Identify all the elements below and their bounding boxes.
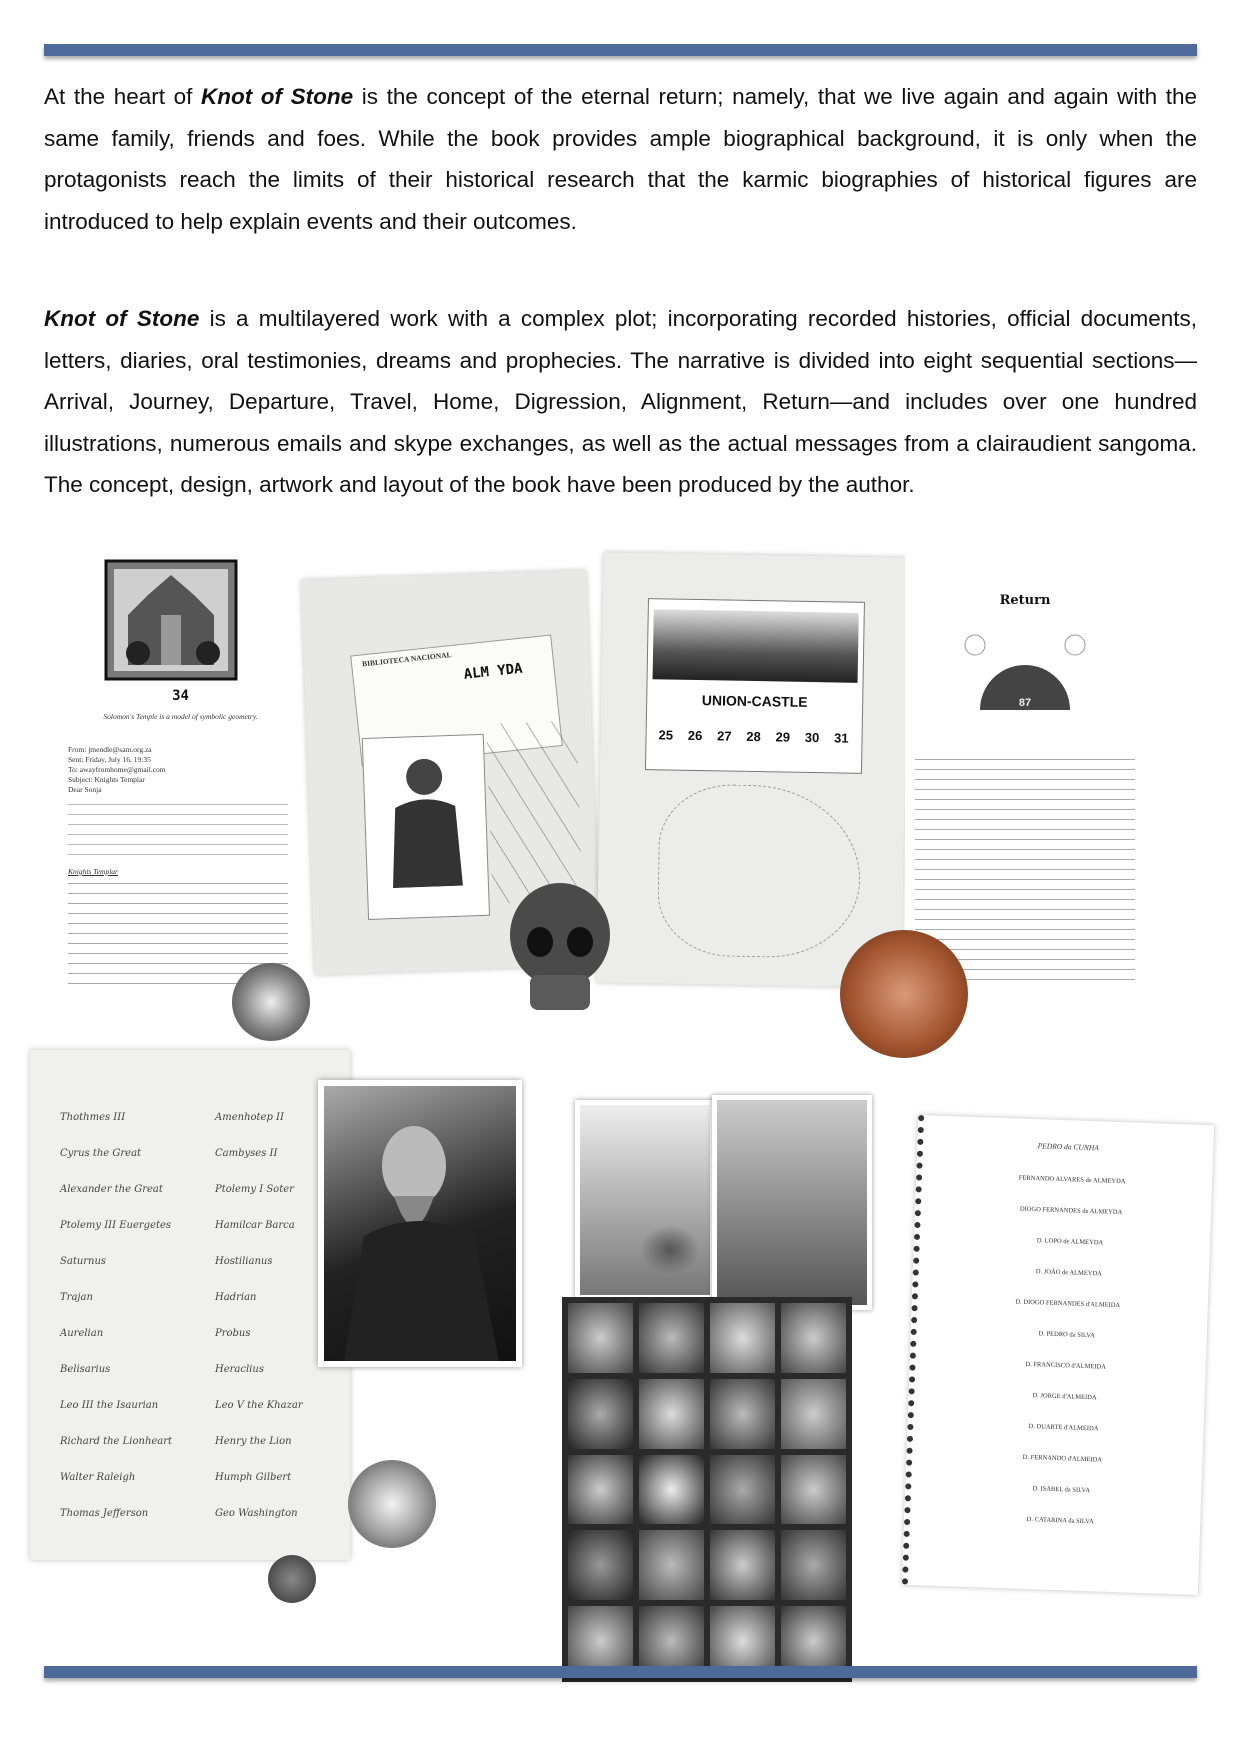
bottom-rule: [44, 1666, 1197, 1678]
calendar-photo: [653, 609, 859, 683]
map-sketch: [657, 783, 862, 958]
handwritten-note: [486, 721, 582, 904]
calendar-days: 25 26 27 28 29 30 31: [658, 727, 849, 746]
admiral-portrait: [318, 1080, 522, 1367]
list-right-column: Amenhotep II Cambyses II Ptolemy I Soter Hamilcar Barca Hostilianus Hadrian Probus Heraclius Leo V the Khazar Henry the Lion Humph Gilbert Geo Washington: [215, 1112, 303, 1519]
list-left-column: Thothmes III Cyrus the Great Alexander the Great Ptolemy III Euergetes Saturnus Trajan Aurelian Belisarius Leo III the Isaurian Richard the Lionheart Walter Raleigh Thomas Jefferson: [60, 1112, 173, 1519]
return-title: Return: [999, 593, 1051, 608]
page-34-number: 34: [172, 688, 189, 704]
top-rule: [44, 44, 1197, 56]
intro-paragraph: At the heart of Knot of Stone is the concept of the eternal return; namely, that we live again and again with the same family, friends and foes. While the book provides ample biographical background, it is only when the protagonists reach the limits of their historical research that the karmic biographies of historical figures are introduced to help explain events and their outcomes.: [44, 84, 1197, 234]
calendar-page: [596, 552, 908, 987]
email-body: [68, 801, 288, 861]
portrait-figure: [324, 1086, 516, 1361]
templar-seal-icon: [840, 930, 968, 1058]
book-title: Knot of Stone: [200, 84, 354, 109]
portrait-card: [362, 734, 490, 920]
library-handwriting: ALM YDA: [462, 660, 524, 683]
tree-photo: [712, 1095, 872, 1310]
portrait-sketch: [363, 735, 488, 889]
rose-seal-icon: [232, 963, 310, 1041]
calendar-brand: UNION-CASTLE: [701, 692, 808, 710]
email-header: From: jmendle@sam.org.za Sent: Friday, July 16, 19:35 To: awayfromhome@gmail.com Subject: Knights Templar Dear Sonja: [68, 745, 166, 794]
family-tree-names: FERNANDO ALVARES de ALMEYDA DIOGO FERNANDES de ALMEYDA D. LOPO de ALMEYDA D. JOÃO de ALMEYDA D. DIOGO FERNANDES d'ALMEIDA D. PEDRO da SILVA D. FRANCISCO d'ALMEIDA D. JORGE d'ALMEIDA D. DUARTE d'ALMEIDA D. FERNANDO d'ALMEIDA D. ISABEL da SILVA D. CATARINA da SILVA: [1015, 1174, 1126, 1526]
symbol-tile-grid: [562, 1297, 852, 1682]
temple-illustration: [58, 555, 303, 705]
page-34-caption: Solomon's Temple is a model of symbolic geometry.: [103, 712, 258, 721]
book-title: Knot of Stone: [44, 306, 200, 331]
family-tree-title: PEDRO da CUNHA: [1037, 1141, 1100, 1153]
book-page-collage: [0, 555, 1241, 1655]
karmic-list-page: [30, 1050, 350, 1560]
return-number: 87: [1018, 697, 1032, 709]
family-tree-page: [902, 1115, 1214, 1595]
knights-templar-heading: Knights Templar: [68, 867, 118, 876]
calendar: [645, 598, 865, 774]
coin-icon: [268, 1555, 316, 1603]
library-label: BIBLIOTECA NACIONAL: [361, 650, 452, 669]
skull-image: [500, 880, 620, 1020]
camel-figurine: [640, 1225, 700, 1275]
structure-paragraph: Knot of Stone is a multilayered work with a complex plot; incorporating recorded histories, official documents, letters, diaries, oral testimonies, dreams and prophecies. The narrative is divided into eight sequential sections—Arrival, Journey, Departure, Travel, Home, Digression, Alignment, Return—and includes over one hundred illustrations, numerous emails and skype exchanges, as well as the actual messages from a clairaudient sangoma. The concept, design, artwork and layout of the book have been produced by the author.: [44, 306, 1197, 497]
celtic-knot-icon: [348, 1460, 436, 1548]
